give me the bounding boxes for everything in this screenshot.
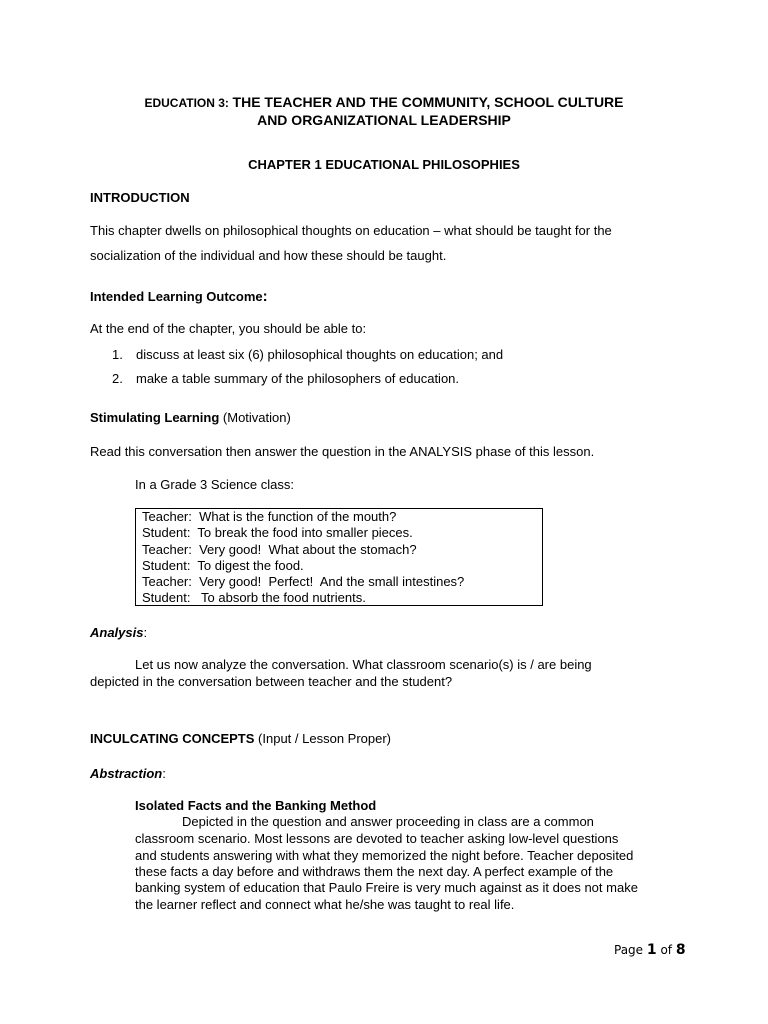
stimulating-heading-text: Stimulating Learning bbox=[90, 410, 220, 425]
document-title-line2: AND ORGANIZATIONAL LEADERSHIP bbox=[257, 112, 511, 128]
stimulating-instruction: Read this conversation then answer the question in the ANALYSIS phase of this lesson. bbox=[90, 444, 595, 459]
page-word: Page bbox=[614, 943, 644, 957]
analysis-colon: : bbox=[143, 625, 148, 640]
stimulating-heading bbox=[90, 410, 291, 425]
abstraction-heading bbox=[90, 766, 166, 781]
analysis-heading-text: Analysis bbox=[90, 625, 144, 640]
abstraction-line: Depicted in the question and answer proceeding in class are a common bbox=[182, 814, 594, 829]
abstraction-line: classroom scenario. Most lessons are devoted to teacher asking low-level questions bbox=[135, 831, 619, 846]
chapter-title: CHAPTER 1 EDUCATIONAL PHILOSOPHIES bbox=[248, 157, 520, 172]
outcome-lead: At the end of the chapter, you should be able to: bbox=[90, 321, 367, 336]
class-context: In a Grade 3 Science class: bbox=[135, 477, 294, 492]
abstraction-line: the learner reflect and connect what he/she was taught to real life. bbox=[135, 897, 515, 912]
introduction-line-2: socialization of the individual and how these should be taught. bbox=[90, 248, 447, 263]
total-pages: 8 bbox=[675, 942, 686, 958]
abstraction-colon: : bbox=[162, 766, 166, 781]
document-title-line1 bbox=[0, 94, 768, 110]
inculcating-subheading: (Input / Lesson Proper) bbox=[254, 731, 392, 746]
inculcating-heading bbox=[90, 731, 391, 746]
analysis-line-2: depicted in the conversation between teacher and the student? bbox=[90, 674, 453, 689]
list-number: 1. bbox=[112, 347, 123, 362]
list-item bbox=[112, 370, 503, 394]
section-subheading: Isolated Facts and the Banking Method bbox=[135, 798, 377, 813]
dialog-line: Student: To digest the food. bbox=[142, 557, 304, 573]
dialog-line: Teacher: Very good! Perfect! And the small intestines? bbox=[142, 574, 465, 590]
outcome-heading-colon: : bbox=[262, 288, 268, 305]
list-number: 2. bbox=[112, 371, 123, 386]
abstraction-line: these facts a day before and withdraws them the next day. A perfect example of the bbox=[135, 864, 614, 879]
outcome-heading-text: Intended Learning Outcome bbox=[90, 289, 263, 304]
outcome-list bbox=[112, 346, 503, 394]
dialog-line: Student: To absorb the food nutrients. bbox=[142, 590, 366, 606]
inculcating-heading-text: INCULCATING CONCEPTS bbox=[90, 731, 255, 746]
page-number bbox=[614, 942, 686, 958]
abstraction-line: and students answering with what they memorized the night before. Teacher deposited bbox=[135, 848, 634, 863]
list-text: make a table summary of the philosophers of education. bbox=[136, 371, 460, 386]
dialog-line: Teacher: Very good! What about the stomach? bbox=[142, 541, 417, 557]
course-prefix: EDUCATION 3: bbox=[144, 96, 229, 110]
introduction-heading: INTRODUCTION bbox=[90, 190, 190, 205]
of-word: of bbox=[660, 943, 673, 957]
analysis-line-1: Let us now analyze the conversation. What classroom scenario(s) is / are being bbox=[135, 657, 592, 672]
list-item bbox=[112, 346, 503, 370]
outcome-heading bbox=[90, 288, 268, 305]
conversation-box bbox=[135, 508, 543, 606]
dialog-line: Teacher: What is the function of the mouth? bbox=[142, 509, 397, 524]
stimulating-subheading: (Motivation) bbox=[219, 410, 291, 425]
list-text: discuss at least six (6) philosophical thoughts on education; and bbox=[136, 347, 504, 362]
dialog-line: Student: To break the food into smaller pieces. bbox=[142, 525, 413, 541]
course-title: THE TEACHER AND THE COMMUNITY, SCHOOL CULTURE bbox=[232, 94, 624, 110]
analysis-heading bbox=[90, 625, 147, 640]
abstraction-line: banking system of education that Paulo Freire is very much against as it does not make bbox=[135, 880, 638, 895]
current-page: 1 bbox=[646, 942, 657, 958]
introduction-line-1: This chapter dwells on philosophical thoughts on education – what should be taught for the bbox=[90, 223, 612, 238]
abstraction-heading-text: Abstraction bbox=[90, 766, 163, 781]
